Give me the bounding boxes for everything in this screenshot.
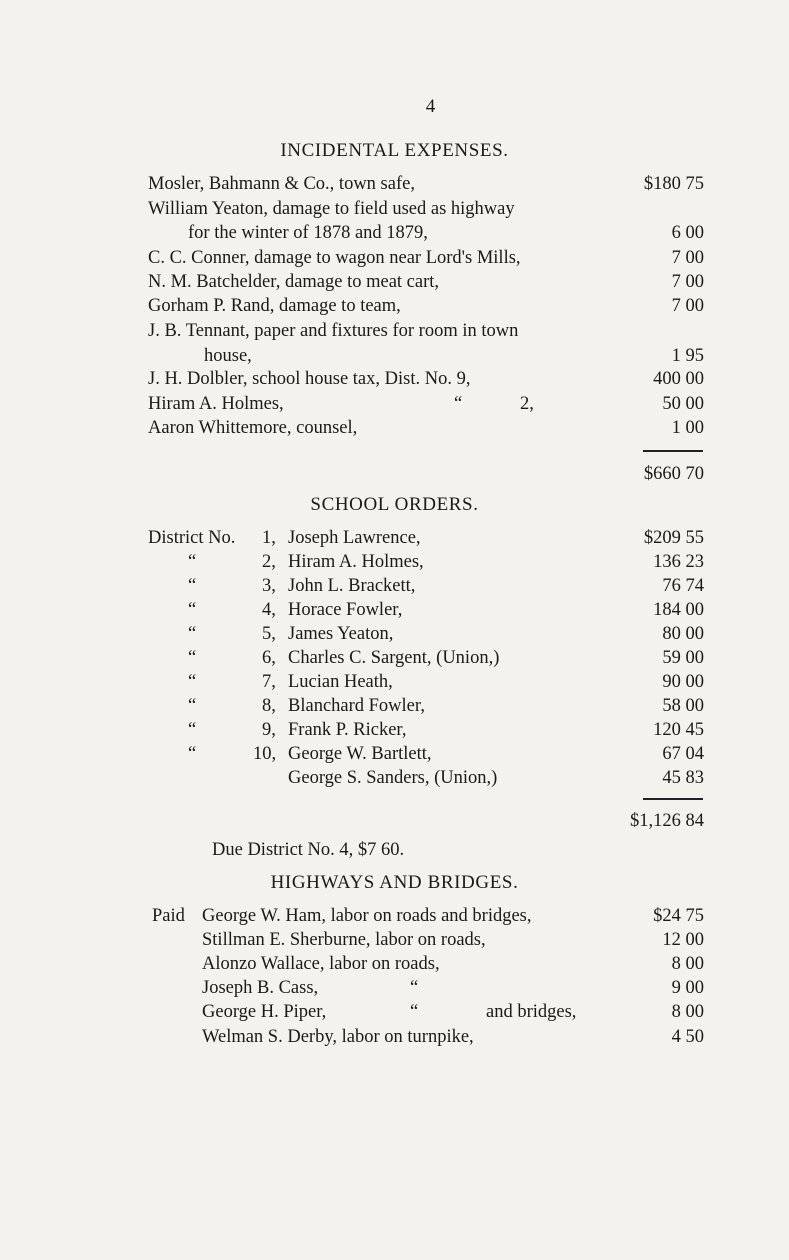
school-name: James Yeaton,	[288, 624, 394, 644]
page-number: 4	[425, 96, 436, 117]
school-district-no: 6,	[262, 648, 276, 668]
school-district-no: 9,	[262, 720, 276, 740]
highways-amount: 9 00	[671, 978, 704, 998]
school-name: George W. Bartlett,	[288, 744, 432, 764]
incidental-text: C. C. Conner, damage to wagon near Lord's Mills,	[148, 248, 521, 268]
incidental-heading: INCIDENTAL EXPENSES.	[280, 140, 509, 161]
incidental-row	[148, 344, 704, 368]
incidental-text: J. H. Dolbler, school house tax, Dist. No. 9,	[148, 369, 471, 389]
incidental-text: Gorham P. Rand, damage to team,	[148, 296, 401, 316]
school-row	[148, 622, 704, 646]
incidental-row	[148, 270, 704, 294]
school-total: $1,126 84	[630, 811, 704, 831]
incidental-total-row	[148, 462, 704, 486]
incidental-text: house,	[204, 346, 252, 366]
highways-text: Joseph B. Cass,	[202, 978, 319, 998]
highways-row	[148, 952, 704, 976]
incidental-amount: 1 00	[671, 418, 704, 438]
ditto-mark: “	[454, 394, 463, 414]
highways-amount: 12 00	[662, 930, 704, 950]
school-amount: 76 74	[662, 576, 704, 596]
ditto-mark: “	[188, 552, 197, 572]
school-name: Hiram A. Holmes,	[288, 552, 424, 572]
incidental-amount: $180 75	[643, 174, 704, 194]
incidental-amount: 6 00	[671, 223, 704, 243]
incidental-amount: 7 00	[671, 248, 704, 268]
total-rule	[643, 450, 703, 452]
school-amount: 120 45	[653, 720, 704, 740]
school-row	[148, 694, 704, 718]
highways-row	[148, 904, 704, 928]
incidental-row	[148, 221, 704, 245]
highways-amount: 4 50	[671, 1027, 704, 1047]
school-due-note: Due District No. 4, $7 60.	[212, 840, 405, 860]
highways-text: Stillman E. Sherburne, labor on roads,	[202, 930, 486, 950]
ditto-mark: “	[410, 978, 419, 998]
incidental-amount: 7 00	[671, 272, 704, 292]
school-amount: 59 00	[662, 648, 704, 668]
incidental-row	[148, 246, 704, 270]
incidental-row	[148, 197, 704, 221]
school-amount: 184 00	[653, 600, 704, 620]
school-row	[148, 526, 704, 550]
highways-amount: $24 75	[653, 906, 704, 926]
total-rule	[643, 798, 703, 800]
incidental-text: N. M. Batchelder, damage to meat cart,	[148, 272, 440, 292]
school-district-no: 8,	[262, 696, 276, 716]
highways-amount: 8 00	[671, 1002, 704, 1022]
ditto-mark: “	[188, 624, 197, 644]
incidental-amount: 50 00	[662, 394, 704, 414]
highways-row	[148, 928, 704, 952]
incidental-text: J. B. Tennant, paper and fixtures for room in town	[148, 321, 519, 341]
ditto-mark: “	[188, 744, 197, 764]
school-amount: 80 00	[662, 624, 704, 644]
highways-text: Alonzo Wallace, labor on roads,	[202, 954, 440, 974]
incidental-text: Hiram A. Holmes,	[148, 394, 284, 414]
school-row	[148, 718, 704, 742]
incidental-district: 2,	[520, 394, 534, 414]
ditto-mark: “	[410, 1002, 419, 1022]
school-total-row	[148, 809, 704, 833]
incidental-text: William Yeaton, damage to field used as highway	[148, 199, 515, 219]
paid-label: Paid	[152, 906, 185, 926]
school-name: John L. Brackett,	[288, 576, 416, 596]
school-name: Frank P. Ricker,	[288, 720, 407, 740]
incidental-row	[148, 172, 704, 196]
ditto-mark: “	[188, 600, 197, 620]
school-amount: 58 00	[662, 696, 704, 716]
ditto-mark: “	[188, 696, 197, 716]
ditto-mark: “	[188, 648, 197, 668]
incidental-amount: 1 95	[671, 346, 704, 366]
school-district-no: 7,	[262, 672, 276, 692]
incidental-row	[148, 319, 704, 343]
school-row	[148, 574, 704, 598]
school-amount: 90 00	[662, 672, 704, 692]
school-row	[148, 550, 704, 574]
school-name: Horace Fowler,	[288, 600, 403, 620]
incidental-row	[148, 392, 704, 416]
school-row	[148, 766, 704, 790]
highways-extra: and bridges,	[486, 1002, 577, 1022]
school-amount: 67 04	[662, 744, 704, 764]
highways-amount: 8 00	[671, 954, 704, 974]
school-amount: 45 83	[662, 768, 704, 788]
school-name: George S. Sanders, (Union,)	[288, 768, 498, 788]
ditto-mark: “	[188, 720, 197, 740]
ditto-mark: “	[188, 576, 197, 596]
incidental-row	[148, 367, 704, 391]
incidental-text: Aaron Whittemore, counsel,	[148, 418, 358, 438]
school-district-no: 3,	[262, 576, 276, 596]
school-amount: 136 23	[653, 552, 704, 572]
school-row	[148, 646, 704, 670]
school-row	[148, 598, 704, 622]
highways-text: Welman S. Derby, labor on turnpike,	[202, 1027, 474, 1047]
school-row	[148, 670, 704, 694]
school-name: Charles C. Sargent, (Union,)	[288, 648, 500, 668]
incidental-total: $660 70	[643, 464, 704, 484]
incidental-amount: 7 00	[671, 296, 704, 316]
highways-row	[148, 1025, 704, 1049]
incidental-amount: 400 00	[653, 369, 704, 389]
school-heading: SCHOOL ORDERS.	[310, 494, 479, 515]
school-district-no: 10,	[253, 744, 277, 764]
incidental-text: Mosler, Bahmann & Co., town safe,	[148, 174, 415, 194]
school-name: Joseph Lawrence,	[288, 528, 421, 548]
incidental-row	[148, 416, 704, 440]
school-district-no: 5,	[262, 624, 276, 644]
ditto-mark: “	[188, 672, 197, 692]
school-row	[148, 742, 704, 766]
school-district-no: 4,	[262, 600, 276, 620]
school-district-no: 2,	[262, 552, 276, 572]
incidental-text: for the winter of 1878 and 1879,	[188, 223, 428, 243]
school-district-no: 1,	[262, 528, 276, 548]
school-prefix: District No.	[148, 528, 236, 548]
highways-text: George W. Ham, labor on roads and bridges,	[202, 906, 532, 926]
school-name: Blanchard Fowler,	[288, 696, 425, 716]
highways-text: George H. Piper,	[202, 1002, 327, 1022]
school-name: Lucian Heath,	[288, 672, 393, 692]
highways-row	[148, 976, 704, 1000]
school-due-row	[148, 838, 704, 862]
highways-row	[148, 1000, 704, 1024]
school-amount: $209 55	[643, 528, 704, 548]
highways-heading: HIGHWAYS AND BRIDGES.	[270, 872, 519, 893]
incidental-row	[148, 294, 704, 318]
